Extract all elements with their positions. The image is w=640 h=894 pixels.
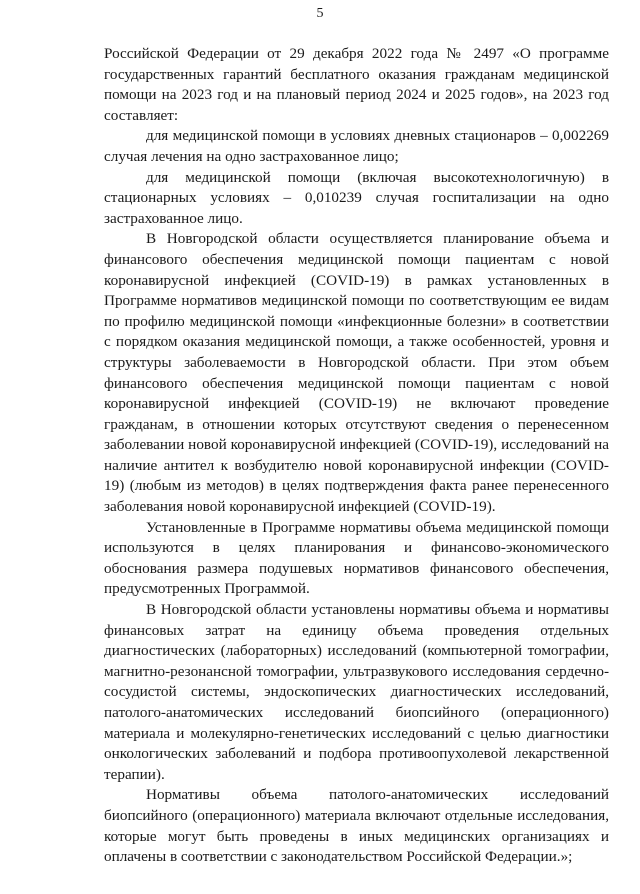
paragraph-diagnostic-norms: В Новгородской области установлены нормативы объема и нормативы финансовых затрат на единицу объема проведения отдельных диагностических (лабораторных) исследований (компьютерной томографии, магнитно-резонансной томографии, ультразвукового исследования сердечно-сосудистой системы, эндоскопических диагностических исследований, патолого-анатомических исследований биопсийного (операционного) материала и молекулярно-генетических исследований с целью диагностики онкологических заболеваний и подбора противоопухолевой лекарственной терапии). — [104, 601, 609, 783]
paragraph-norms-usage: Установленные в Программе нормативы объема медицинской помощи используются в целях планирования и финансово-экономического обоснования размера подушевых нормативов финансового обеспечения, предусмотренных Программой. — [104, 518, 609, 598]
page-number: 5 — [316, 6, 324, 21]
paragraph-inpatient-norm: для медицинской помощи (включая высокотехнологичную) в стационарных условиях – 0,010239 случая госпитализации на одно застрахованное лицо. — [104, 168, 609, 227]
paragraph-program-reference: Российской Федерации от 29 декабря 2022 года № 2497 «О программе государственных гарантий бесплатного оказания гражданам медицинской помощи на 2023 год и на плановый период 2024 и 2025 годов», на 2023 год составляет: — [104, 45, 609, 124]
paragraph-day-hospital-norm: для медицинской помощи в условиях дневных стационаров – 0,002269 случая лечения на одно застрахованное лицо; — [104, 127, 609, 165]
paragraph-covid-planning: В Новгородской области осуществляется планирование объема и финансового обеспечения медицинской помощи пациентам с новой коронавирусной инфекцией (COVID-19) в рамках установленных в Программе нормативов медицинской помощи по соответствующим ее видам по профилю медицинской помощи «инфекционные болезни» в соответствии с порядком оказания медицинской помощи, а также особенностей, уровня и структуры заболеваемости в Новгородской области. При этом объем финансового обеспечения медицинской помощи пациентам с новой коронавирусной инфекцией (COVID-19) не включают проведение гражданам, в отношении которых отсутствуют сведения о перенесенном заболевании новой коронавирусной инфекцией (COVID-19), исследований на наличие антител к возбудителю новой коронавирусной инфекции (COVID-19) (любым из методов) в целях подтверждения факта ранее перенесенного заболевания новой коронавирусной инфекцией (COVID-19). — [104, 230, 609, 516]
paragraph-pathology-norms: Нормативы объема патолого-анатомических исследований биопсийного (операционного) материала включают отдельные исследования, которые могут быть проведены в иных медицинских организациях и оплачены в соответствии с законодательством Российской Федерации.»; — [104, 786, 609, 866]
document-body — [104, 44, 609, 868]
